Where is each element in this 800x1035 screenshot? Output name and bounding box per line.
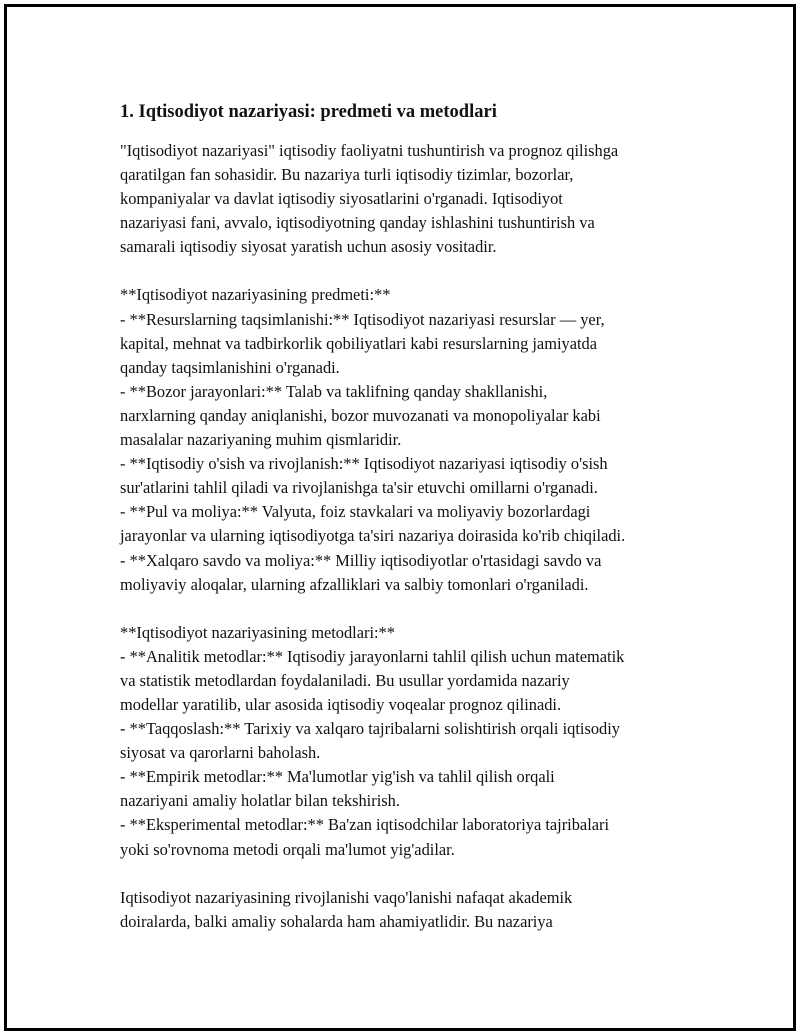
methods-section — [120, 621, 700, 862]
intro-line: nazariyasi fani, avvalo, iqtisodiyotning qanday ishlashini tushuntirish va — [120, 213, 595, 233]
list-item-line: - **Taqqoslash:** Tarixiy va xalqaro tajribalarni solishtirish orqali iqtisodiy — [120, 719, 620, 739]
list-item-line: narxlarning qanday aniqlanishi, bozor muvozanati va monopoliyalar kabi — [120, 405, 601, 425]
list-item-line: kapital, mehnat va tadbirkorlik qobiliyatlari kabi resurslarning jamiyatda — [120, 333, 598, 353]
page-frame — [4, 4, 796, 1031]
list-item — [120, 308, 700, 380]
intro-line: samarali iqtisodiy siyosat yaratish uchun asosiy vositadir. — [120, 237, 497, 257]
list-item — [120, 549, 700, 597]
closing-paragraph — [120, 886, 700, 934]
list-item-line: - **Bozor jarayonlari:** Talab va taklifning qanday shakllanishi, — [120, 381, 548, 401]
list-item — [120, 645, 700, 717]
list-item — [120, 380, 700, 452]
list-item-line: yoki so'rovnoma metodi orqali ma'lumot yig'adilar. — [120, 839, 455, 859]
list-item-line: - **Empirik metodlar:** Ma'lumotlar yig'ish va tahlil qilish orqali — [120, 767, 555, 787]
list-item-line: - **Xalqaro savdo va moliya:** Milliy iqtisodiyotlar o'rtasidagi savdo va — [120, 550, 602, 570]
list-item-line: modellar yaratilib, ular asosida iqtisodiy voqealar prognoz qilinadi. — [120, 694, 562, 714]
list-item-line: - **Resurslarning taqsimlanishi:** Iqtisodiyot nazariyasi resurslar — yer, — [120, 309, 605, 329]
list-item — [120, 765, 700, 813]
list-item-line: sur'atlarini tahlil qiladi va rivojlanishga ta'sir etuvchi omillarni o'rganadi. — [120, 478, 598, 498]
list-item — [120, 452, 700, 500]
closing-line: Iqtisodiyot nazariyasining rivojlanishi vaqo'lanishi nafaqat akademik — [120, 887, 573, 907]
closing-line: doiralarda, balki amaliy sohalarda ham ahamiyatlidir. Bu nazariya — [120, 911, 553, 931]
document-body — [120, 99, 700, 934]
list-item — [120, 717, 700, 765]
list-item-line: masalalar nazariyaning muhim qismlaridir. — [120, 430, 402, 450]
list-item-line: moliyaviy aloqalar, ularning afzalliklari va salbiy tomonlari o'rganiladi. — [120, 574, 589, 594]
intro-line: kompaniyalar va davlat iqtisodiy siyosatlarini o'rganadi. Iqtisodiyot — [120, 189, 563, 209]
list-item-line: - **Pul va moliya:** Valyuta, foiz stavkalari va moliyaviy bozorlardagi — [120, 502, 591, 522]
list-item-line: - **Eksperimental metodlar:** Ba'zan iqtisodchilar laboratoriya tajribalari — [120, 815, 610, 835]
page-title: 1. Iqtisodiyot nazariyasi: predmeti va metodlari — [120, 102, 497, 122]
list-item-line: nazariyani amaliy holatlar bilan tekshirish. — [120, 791, 400, 811]
intro-line: "Iqtisodiyot nazariyasi" iqtisodiy faoliyatni tushuntirish va prognoz qilishga — [120, 141, 619, 160]
list-item — [120, 813, 700, 861]
list-item — [120, 500, 700, 548]
methods-heading: **Iqtisodiyot nazariyasining metodlari:** — [120, 622, 395, 642]
intro-paragraph — [120, 139, 700, 259]
list-item-line: va statistik metodlardan foydalaniladi. Bu usullar yordamida nazariy — [120, 670, 570, 690]
list-item-line: jarayonlar va ularning iqtisodiyotga ta'siri nazariya doirasida ko'rib chiqiladi. — [120, 526, 626, 546]
list-item-line: - **Analitik metodlar:** Iqtisodiy jarayonlarni tahlil qilish uchun matematik — [120, 646, 625, 666]
list-item-line: qanday taqsimlanishini o'rganadi. — [120, 357, 340, 377]
list-item-line: - **Iqtisodiy o'sish va rivojlanish:** Iqtisodiyot nazariyasi iqtisodiy o'sish — [120, 454, 608, 474]
subject-heading: **Iqtisodiyot nazariyasining predmeti:** — [120, 285, 391, 305]
intro-line: qaratilgan fan sohasidir. Bu nazariya turli iqtisodiy tizimlar, bozorlar, — [120, 165, 574, 185]
list-item-line: siyosat va qarorlarni baholash. — [120, 743, 321, 763]
subject-section — [120, 283, 700, 596]
